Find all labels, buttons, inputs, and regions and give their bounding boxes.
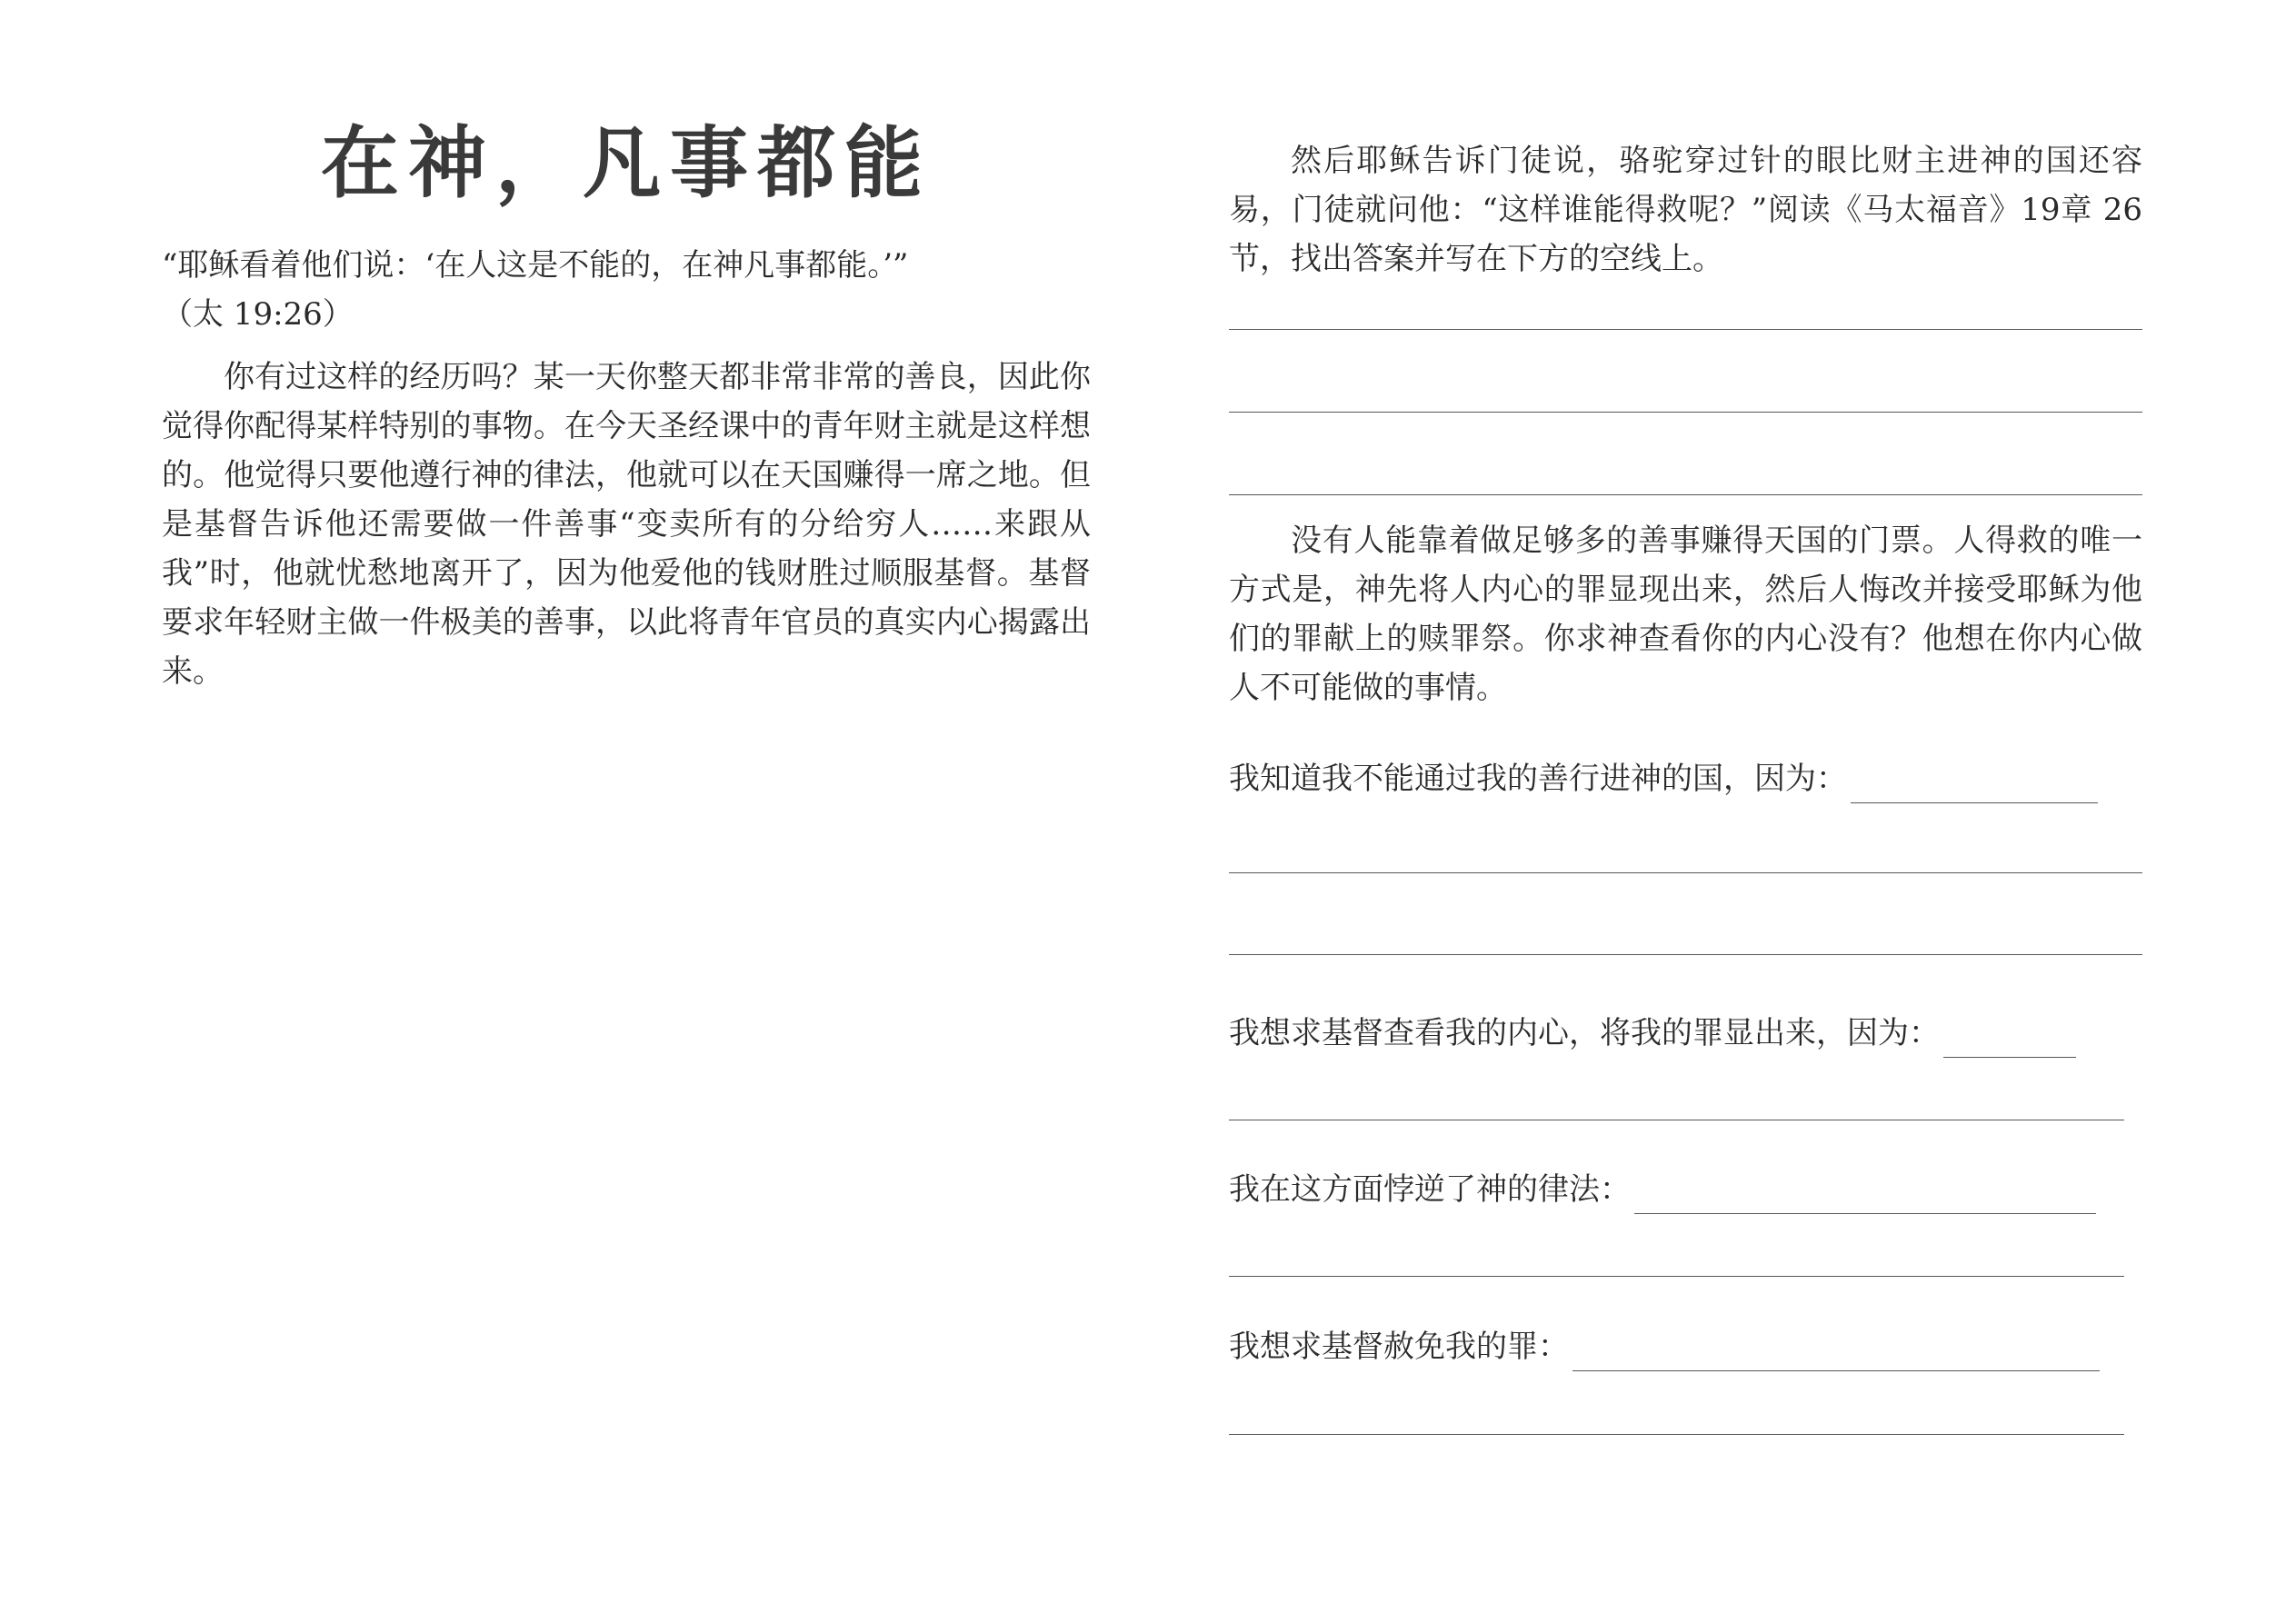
answer-line-5[interactable] (1229, 954, 2142, 955)
prompt-examine-heart-label: 我想求基督查看我的内心，将我的罪显出来，因为： (1229, 1015, 1940, 1051)
reading-instruction: 然后耶稣告诉门徒说，骆驼穿过针的眼比财主进神的国还容易，门徒就问他：“这样谁能得救呢？”阅读《马太福音》19章 26 节，找出答案并写在下方的空线上。 (1229, 143, 2142, 277)
answer-line-4[interactable] (1229, 872, 2142, 873)
prompt-good-works (1229, 754, 2098, 803)
answer-line-1[interactable] (1229, 329, 2142, 330)
answer-line-3[interactable] (1229, 494, 2142, 495)
verse-reference: （太 19:26） (162, 296, 354, 333)
prompt-forgiveness (1229, 1322, 2100, 1371)
answer-line-7[interactable] (1229, 1276, 2124, 1277)
memory-verse (162, 241, 1091, 339)
prompt-good-works-label: 我知道我不能通过我的善行进神的国，因为： (1229, 761, 1847, 797)
prompt-disobedience (1229, 1165, 2096, 1214)
answer-line-8[interactable] (1229, 1434, 2124, 1435)
page-title: 在神，凡事都能 (321, 117, 932, 209)
prompt-good-works-blank[interactable] (1851, 768, 2098, 803)
prompt-examine-heart-blank[interactable] (1943, 1022, 2076, 1058)
salvation-paragraph: 没有人能靠着做足够多的善事赚得天国的门票。人得救的唯一方式是，神先将人内心的罪显现出来，然后人悔改并接受耶稣为他们的罪献上的赎罪祭。你求神查看你的内心没有？他想在你内心做人不可能做的事情。 (1229, 523, 2142, 706)
answer-line-2[interactable] (1229, 412, 2142, 413)
prompt-examine-heart (1229, 1009, 2076, 1058)
prompt-disobedience-label: 我在这方面悖逆了神的律法： (1229, 1171, 1631, 1208)
prompt-disobedience-blank[interactable] (1634, 1179, 2096, 1214)
verse-text: “耶稣看着他们说：‘在人这是不能的，在神凡事都能。’” (162, 247, 909, 284)
right-page (1229, 136, 2142, 1545)
prompt-forgiveness-blank[interactable] (1572, 1336, 2100, 1371)
lesson-paragraph: 你有过这样的经历吗？某一天你整天都非常非常的善良，因此你觉得你配得某样特别的事物。在今天圣经课中的青年财主就是这样想的。他觉得只要他遵行神的律法，他就可以在天国赚得一席之地。但是基督告诉他还需要做一件善事“变卖所有的分给穷人……来跟从我”时，他就忧愁地离开了，因为他爱他的钱财胜过顺服基督。基督要求年轻财主做一件极美的善事，以此将青年官员的真实内心揭露出来。 (162, 359, 1091, 690)
left-page (162, 109, 1091, 1563)
prompt-forgiveness-label: 我想求基督赦免我的罪： (1229, 1329, 1569, 1365)
